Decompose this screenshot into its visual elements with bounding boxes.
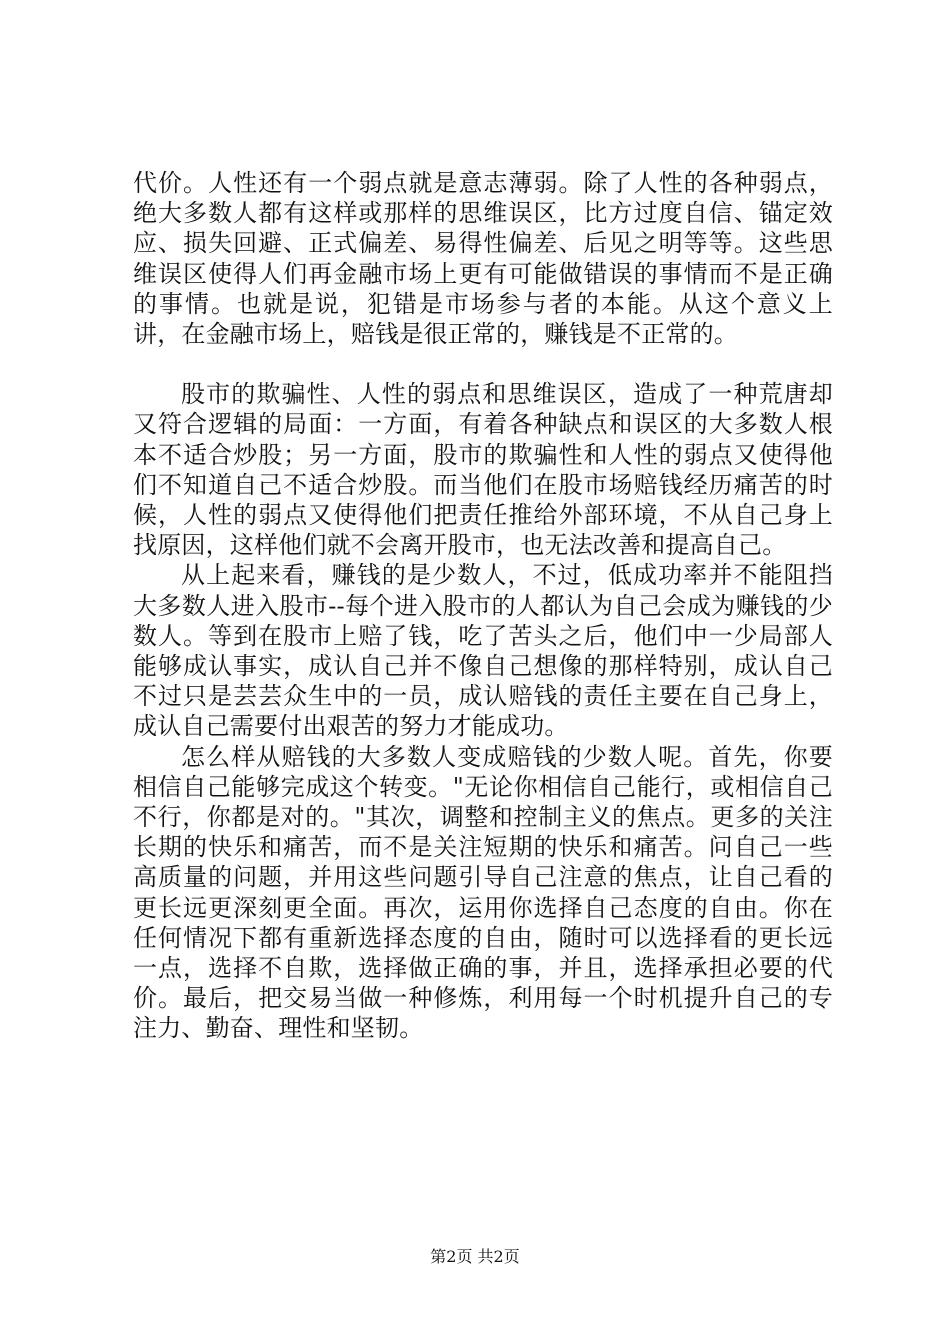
paragraph-2: 股市的欺骗性、人性的弱点和思维误区，造成了一种荒唐却又符合逻辑的局面：一方面，有着各种缺点和误区的大多数人根本不适合炒股；另一方面，股市的欺骗性和人性的弱点又使得他们不知道自己不适合炒股。而当他们在股市场赔钱经历痛苦的时候，人性的弱点又使得他们把责任推给外部环境，不从自己身上找原因，这样他们就不会离开股市，也无法改善和提高自己。 [133,380,833,560]
paragraph-3: 从上起来看，赚钱的是少数人，不过，低成功率并不能阻挡大多数人进入股市--每个进入股市的人都认为自己会成为赚钱的少数人。等到在股市上赔了钱，吃了苦头之后，他们中一少局部人能够成认事实，成认自己并不像自己想像的那样特别，成认自己不过只是芸芸众生中的一员，成认赔钱的责任主要在自己身上，成认自己需要付出艰苦的努力才能成功。 [133,561,833,741]
paragraph-1: 代价。人性还有一个弱点就是意志薄弱。除了人性的各种弱点，绝大多数人都有这样或那样的思维误区，比方过度自信、锚定效应、损失回避、正式偏差、易得性偏差、后见之明等等。这些思维误区使得人们再金融市场上更有可能做错误的事情而不是正确的事情。也就是说，犯错是市场参与者的本能。从这个意义上讲，在金融市场上，赔钱是很正常的，赚钱是不正常的。 [133,169,833,349]
page-footer: 第2页 共2页 [430,1247,520,1266]
body-text [133,168,833,1044]
paragraph-4: 怎么样从赔钱的大多数人变成赔钱的少数人呢。首先，你要相信自己能够完成这个转变。"无论你相信自己能行，或相信自己不行，你都是对的。"其次，调整和控制主义的焦点。更多的关注长期的快乐和痛苦，而不是关注短期的快乐和痛苦。问自己一些高质量的问题，并用这些问题引导自己注意的焦点，让自己看的更长远更深刻更全面。再次，运用你选择自己态度的自由。你在任何情况下都有重新选择态度的自由，随时可以选择看的更长远一点，选择不自欺，选择做正确的事，并且，选择承担必要的代价。最后，把交易当做一种修炼，利用每一个时机提升自己的专注力、勤奋、理性和坚韧。 [133,742,833,1043]
